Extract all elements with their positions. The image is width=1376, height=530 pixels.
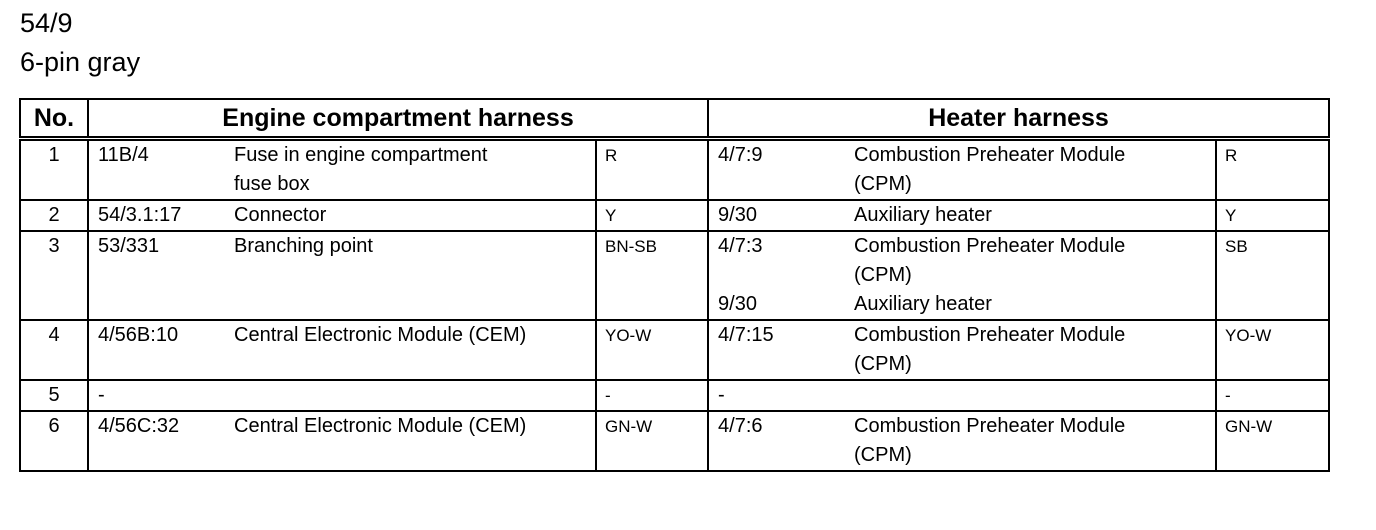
component-ref: 4/7:15 — [718, 324, 774, 346]
connection-line — [718, 290, 1211, 319]
engine-connection — [88, 380, 596, 411]
header-engine-harness: Engine compartment harness — [88, 99, 708, 139]
connection-line — [718, 412, 1211, 441]
component-description: Combustion Preheater Module — [854, 324, 1126, 346]
wire-color: - — [596, 380, 708, 411]
component-description: Combustion Preheater Module — [854, 144, 1126, 166]
connection-line — [98, 170, 591, 199]
table-body — [20, 139, 1329, 472]
component-ref: 4/7:6 — [718, 415, 763, 437]
pin-number: 3 — [20, 231, 88, 320]
wire-color: GN-W — [596, 411, 708, 471]
component-ref: 54/3.1:17 — [98, 204, 182, 226]
header-heater-harness: Heater harness — [708, 99, 1329, 139]
connection-line — [98, 141, 591, 170]
engine-connection — [88, 411, 596, 471]
component-description: Central Electronic Module (CEM) — [234, 324, 527, 346]
engine-connection — [88, 231, 596, 320]
wire-color: Y — [1216, 200, 1329, 231]
wire-color: BN-SB — [596, 231, 708, 320]
component-ref — [718, 261, 854, 290]
heater-connection — [708, 320, 1216, 380]
component-ref — [718, 170, 854, 199]
wire-color: SB — [1216, 231, 1329, 320]
engine-connection — [88, 320, 596, 380]
table-row — [20, 320, 1329, 380]
engine-connection — [88, 200, 596, 231]
heater-connection — [708, 231, 1216, 320]
component-description: (CPM) — [854, 173, 912, 195]
component-description: Auxiliary heater — [854, 293, 992, 315]
component-ref: 4/7:9 — [718, 144, 763, 166]
wire-color: YO-W — [596, 320, 708, 380]
table-row — [20, 380, 1329, 411]
connector-number: 54/9 — [20, 8, 73, 38]
connection-line — [718, 232, 1211, 261]
connection-line — [98, 232, 591, 261]
heater-connection — [708, 200, 1216, 231]
header-no: No. — [20, 99, 88, 139]
component-ref: 53/331 — [98, 235, 160, 257]
connection-line — [98, 201, 591, 230]
connection-line — [98, 321, 591, 350]
table-row — [20, 200, 1329, 231]
component-ref: - — [98, 384, 105, 406]
wire-color: Y — [596, 200, 708, 231]
component-ref — [98, 170, 234, 199]
component-ref: 11B/4 — [98, 144, 149, 166]
connection-line — [98, 412, 591, 441]
component-description: Combustion Preheater Module — [854, 235, 1126, 257]
pin-number: 6 — [20, 411, 88, 471]
wire-color: - — [1216, 380, 1329, 411]
engine-connection — [88, 139, 596, 201]
component-description — [854, 381, 1211, 410]
component-description: (CPM) — [854, 353, 912, 375]
component-ref — [718, 441, 854, 470]
component-ref: 4/56B:10 — [98, 324, 179, 346]
pin-table — [19, 98, 1330, 472]
component-description: Auxiliary heater — [854, 204, 992, 226]
component-description: Fuse in engine compartment — [234, 144, 488, 166]
component-ref: - — [718, 384, 725, 406]
heater-connection — [708, 139, 1216, 201]
connector-description: 6-pin gray — [20, 47, 141, 77]
heater-connection — [708, 411, 1216, 471]
connection-line — [718, 201, 1211, 230]
component-description: Connector — [234, 204, 327, 226]
table-row — [20, 139, 1329, 201]
table-header-row — [20, 99, 1329, 139]
connection-line — [98, 381, 591, 410]
wire-color: R — [1216, 139, 1329, 201]
component-description — [234, 381, 591, 410]
component-ref: 9/30 — [718, 204, 757, 226]
pin-number: 2 — [20, 200, 88, 231]
connection-line — [718, 381, 1211, 410]
component-description: (CPM) — [854, 444, 912, 466]
component-description: (CPM) — [854, 264, 912, 286]
component-ref: 9/30 — [718, 293, 757, 315]
table-row — [20, 231, 1329, 320]
component-description: Central Electronic Module (CEM) — [234, 415, 527, 437]
wire-color: GN-W — [1216, 411, 1329, 471]
pin-number: 5 — [20, 380, 88, 411]
connection-line — [718, 350, 1211, 379]
component-ref — [718, 350, 854, 379]
connection-line — [718, 170, 1211, 199]
pin-number: 4 — [20, 320, 88, 380]
component-ref: 4/56C:32 — [98, 415, 180, 437]
table-row — [20, 411, 1329, 471]
wire-color: YO-W — [1216, 320, 1329, 380]
connection-line — [718, 141, 1211, 170]
connection-line — [718, 261, 1211, 290]
pin-number: 1 — [20, 139, 88, 201]
heater-connection — [708, 380, 1216, 411]
component-description: fuse box — [234, 173, 310, 195]
component-description: Combustion Preheater Module — [854, 415, 1126, 437]
connection-line — [718, 321, 1211, 350]
component-description: Branching point — [234, 235, 373, 257]
component-ref: 4/7:3 — [718, 235, 763, 257]
connection-line — [718, 441, 1211, 470]
wire-color: R — [596, 139, 708, 201]
